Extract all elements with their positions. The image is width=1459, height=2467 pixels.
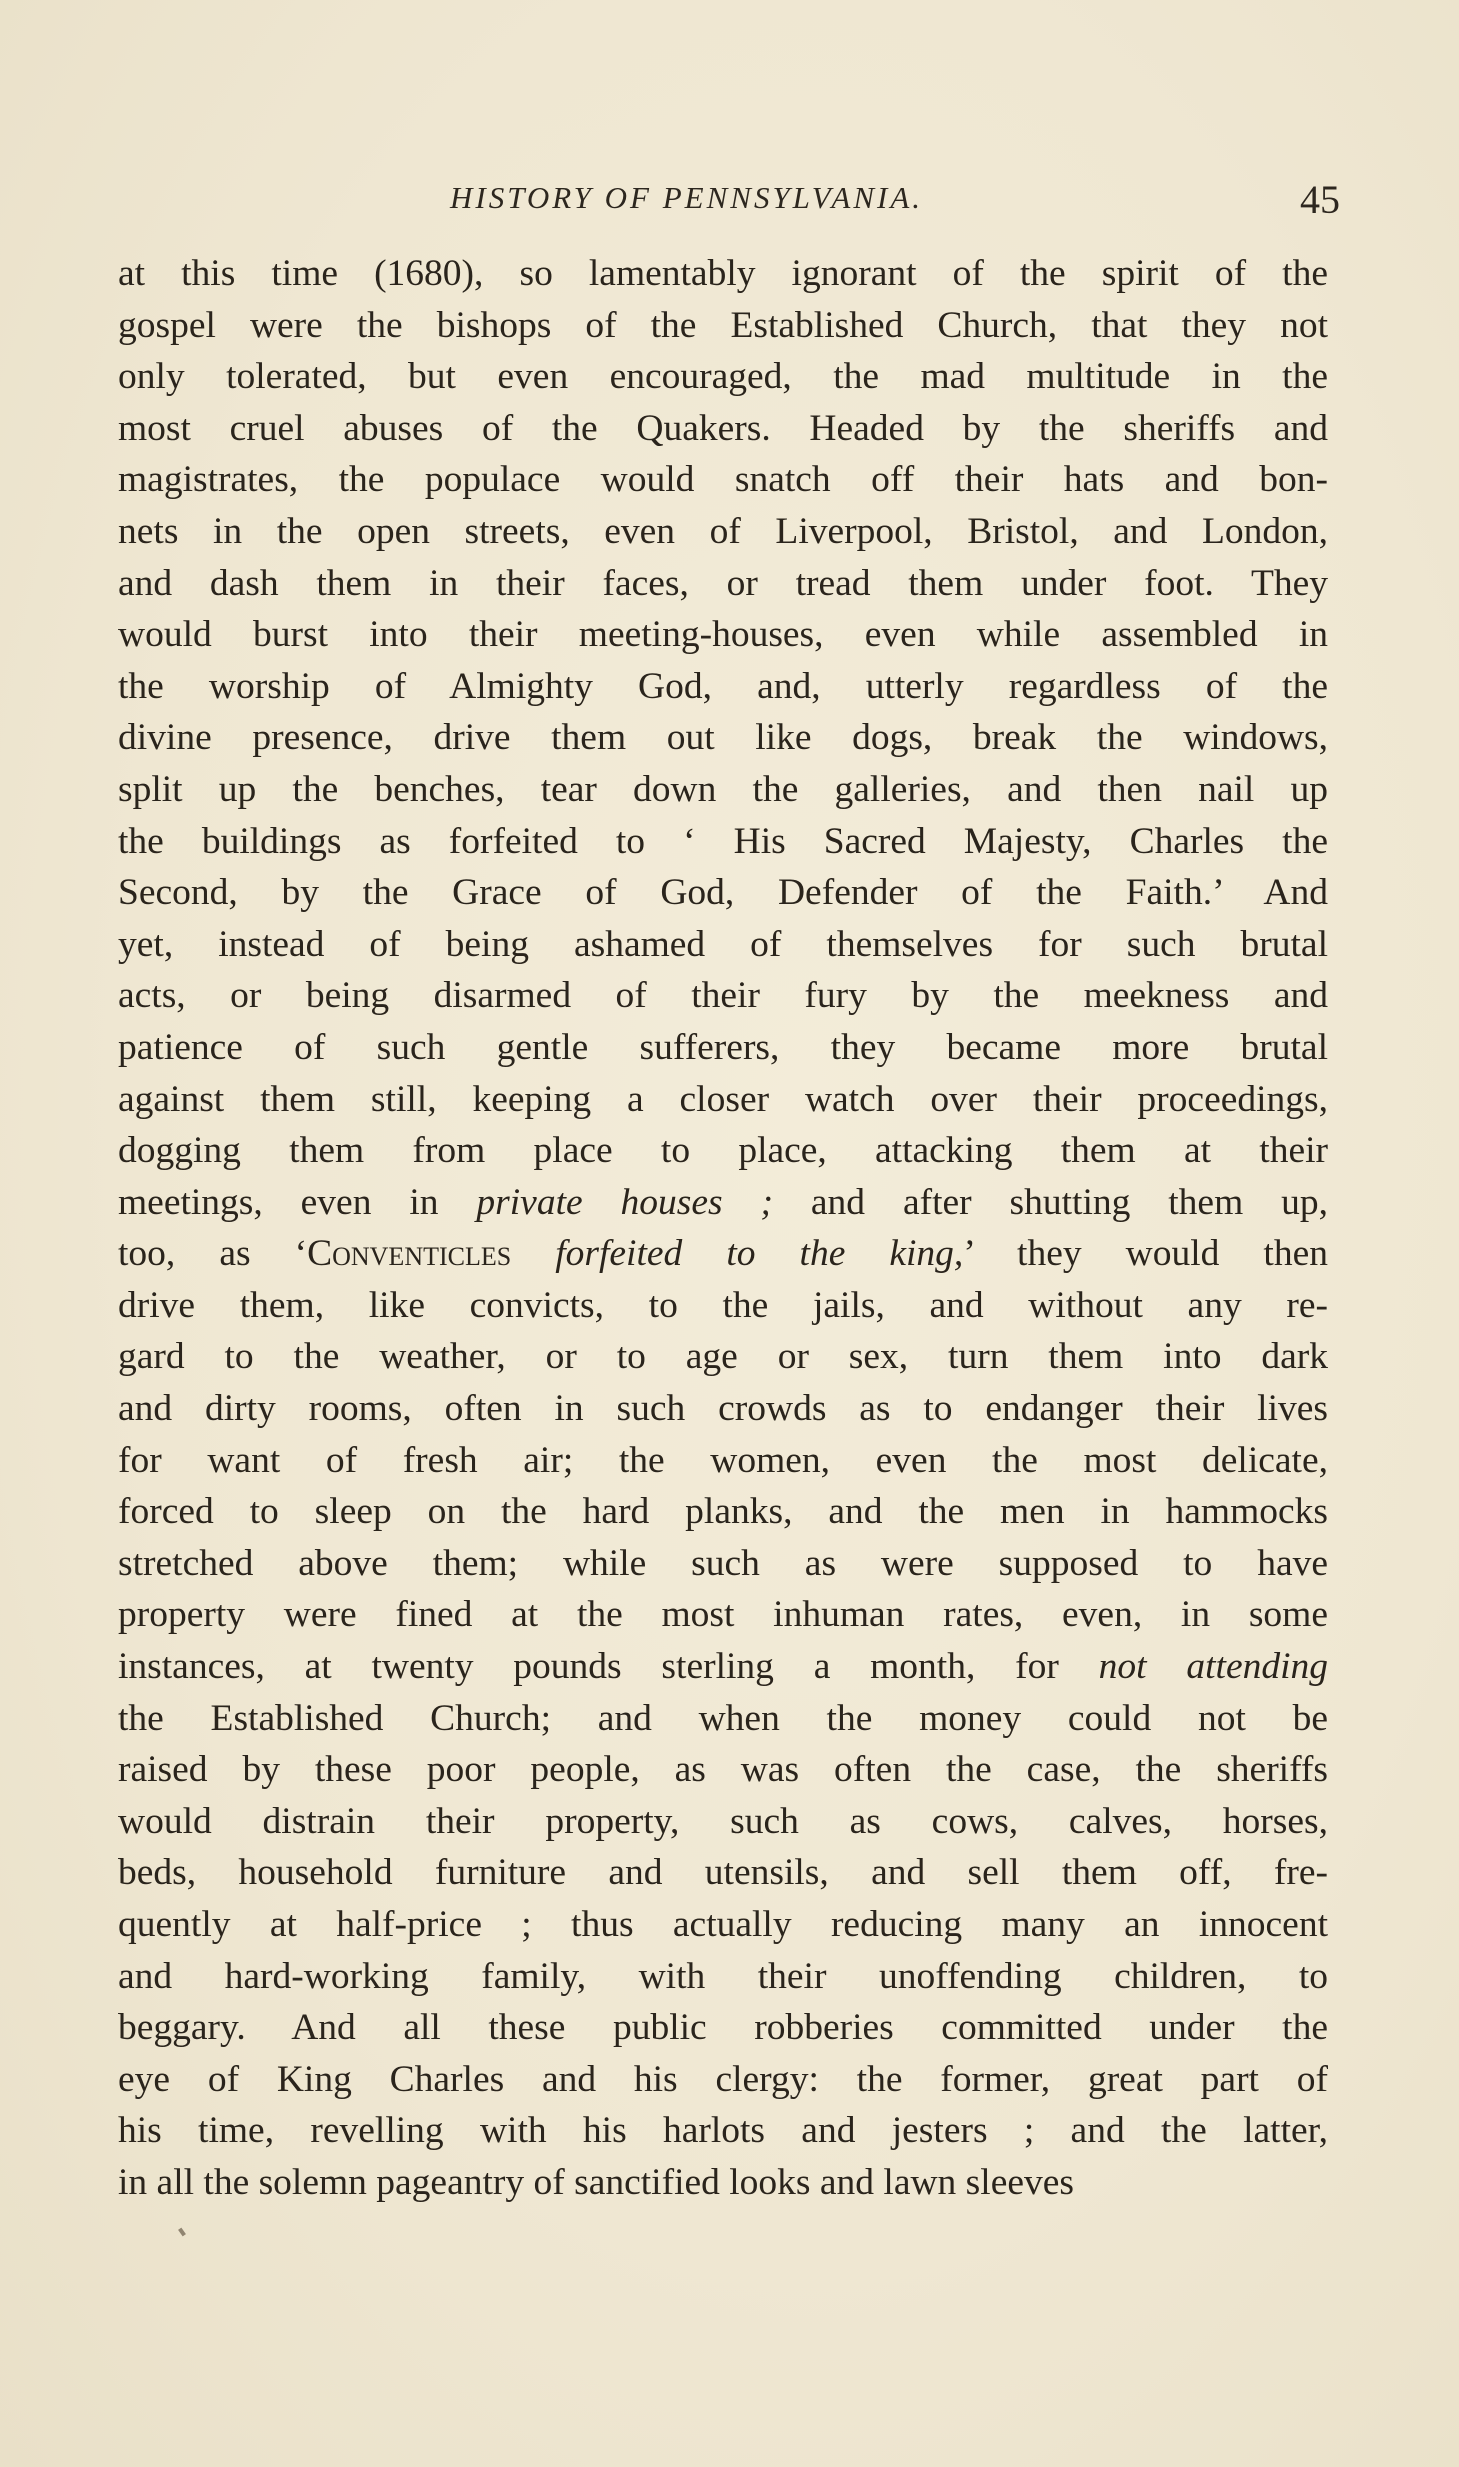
text-line: would burst into their meeting-houses, even while assembled in — [118, 614, 1328, 656]
text-line: for want of fresh air; the women, even the most delicate, — [118, 1439, 1328, 1481]
text-line: stretched above them; while such as were supposed to have — [118, 1542, 1328, 1584]
text-line: against them still, keeping a closer watch over their proceedings, — [118, 1078, 1328, 1120]
text-line: split up the benches, tear down the galleries, and then nail up — [118, 768, 1328, 810]
running-head — [440, 177, 1340, 230]
small-caps-word: Conventicles — [307, 1233, 512, 1275]
text-line: gospel were the bishops of the Established Church, that they not — [118, 304, 1328, 346]
text-line: and dash them in their faces, or tread them under foot. They — [118, 562, 1328, 604]
text-line: his time, revelling with his harlots and jesters ; and the latter, — [118, 2110, 1328, 2152]
italic-phrase: forfeited to the king, — [555, 1233, 964, 1275]
text-line — [118, 1641, 1328, 1693]
text-line: dogging them from place to place, attacking them at their — [118, 1130, 1328, 1172]
text-line: gard to the weather, or to age or sex, turn them into dark — [118, 1336, 1328, 1378]
line-segment: meetings, even in — [118, 1181, 439, 1223]
text-line: forced to sleep on the hard planks, and the men in hammocks — [118, 1491, 1328, 1533]
text-line: eye of King Charles and his clergy: the former, great part of — [118, 2058, 1328, 2100]
text-line — [118, 1177, 1328, 1229]
text-line: most cruel abuses of the Quakers. Headed by the sheriffs and — [118, 407, 1328, 449]
text-line: would distrain their property, such as cows, calves, horses, — [118, 1800, 1328, 1842]
text-line: Second, by the Grace of God, Defender of the Faith.’ And — [118, 872, 1328, 914]
text-line: only tolerated, but even encouraged, the mad multitude in the — [118, 356, 1328, 398]
body-text — [118, 248, 1328, 2209]
text-line: raised by these poor people, as was often the case, the sheriffs — [118, 1749, 1328, 1791]
text-line: patience of such gentle sufferers, they became more brutal — [118, 1026, 1328, 1068]
text-line: quently at half-price ; thus actually reducing many an innocent — [118, 1904, 1328, 1945]
text-line: beggary. And all these public robberies committed under the — [118, 2007, 1328, 2049]
text-line: acts, or being disarmed of their fury by the meekness and — [118, 975, 1328, 1017]
text-line: beds, household furniture and utensils, and sell them off, fre- — [118, 1852, 1328, 1894]
text-line: the worship of Almighty God, and, utterly regardless of the — [118, 665, 1328, 707]
text-line — [118, 1228, 1328, 1280]
text-line: divine presence, drive them out like dogs, break the windows, — [118, 717, 1328, 759]
line-segment: ’ they would then — [963, 1233, 1328, 1275]
italic-phrase: private houses ; — [476, 1181, 773, 1223]
page-number: 45 — [1300, 177, 1340, 222]
line-segment: and after shutting them up, — [810, 1181, 1329, 1223]
running-title: HISTORY OF PENNSYLVANIA. — [450, 180, 924, 215]
italic-phrase: not attending — [1098, 1646, 1329, 1688]
text-line: the Established Church; and when the money could not be — [118, 1697, 1328, 1739]
text-line: magistrates, the populace would snatch off their hats and bon- — [118, 459, 1328, 501]
text-line: the buildings as forfeited to ‘ His Sacred Majesty, Charles the — [118, 820, 1328, 862]
line-segment: instances, at twenty pounds sterling a month, for — [118, 1646, 1059, 1688]
text-line: in all the solemn pageantry of sanctified looks and lawn sleeves — [118, 2161, 1074, 2203]
text-line: property were fined at the most inhuman rates, even, in some — [118, 1594, 1328, 1636]
text-line: and hard-working family, with their unoffending children, to — [118, 1955, 1328, 1997]
text-line: drive them, like convicts, to the jails, and without any re- — [118, 1284, 1328, 1326]
text-line: yet, instead of being ashamed of themselves for such brutal — [118, 923, 1328, 965]
stray-ink-mark — [178, 2228, 186, 2237]
text-line: at this time (1680), so lamentably ignorant of the spirit of the — [118, 253, 1328, 294]
text-line: and dirty rooms, often in such crowds as to endanger their lives — [118, 1388, 1328, 1430]
text-line: nets in the open streets, even of Liverpool, Bristol, and London, — [118, 510, 1328, 552]
line-segment: too, as ‘ — [118, 1233, 308, 1275]
